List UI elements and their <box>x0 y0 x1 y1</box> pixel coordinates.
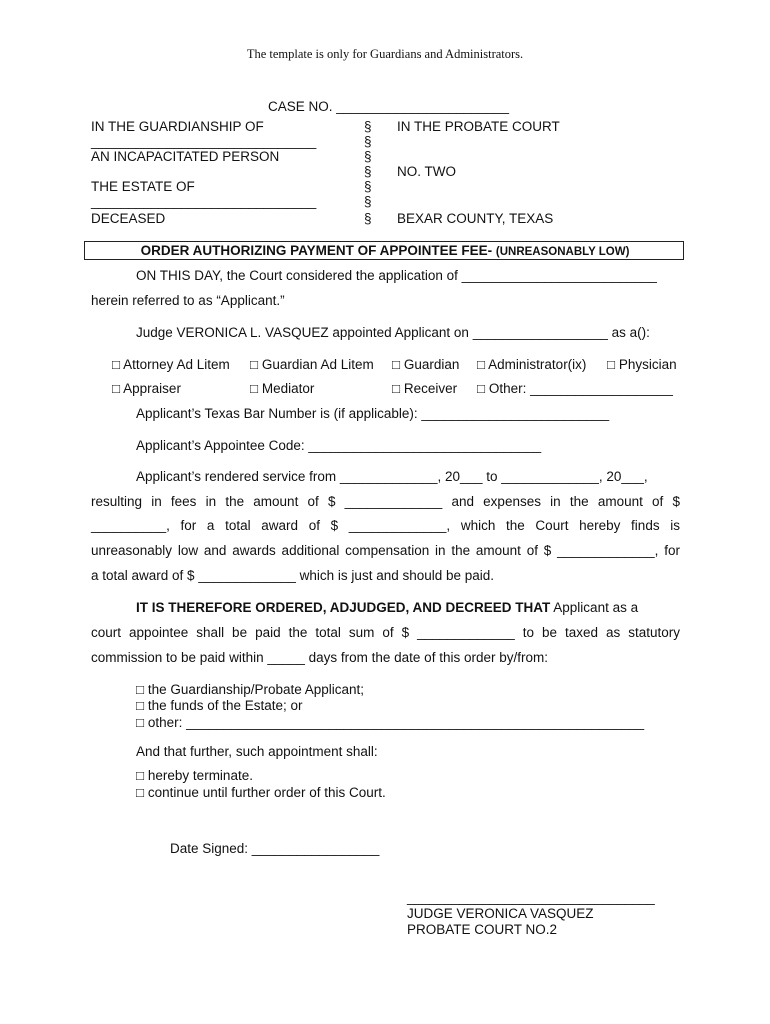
case-number: CASE NO. _______________________ <box>268 99 509 114</box>
role-physician[interactable]: □ Physician <box>607 357 677 372</box>
pay-option-applicant[interactable]: □ the Guardianship/Probate Applicant; <box>136 682 365 697</box>
deceased-label: DECEASED <box>91 211 166 226</box>
role-guardian-ad-litem[interactable]: □ Guardian Ad Litem <box>250 357 374 372</box>
section-symbol: § <box>364 134 372 149</box>
service-dates-line: Applicant’s rendered service from _____________, 20___ to _____________, 20___, <box>136 469 648 484</box>
section-symbol: § <box>364 119 372 134</box>
section-symbol: § <box>364 211 372 226</box>
further-appointment-line: And that further, such appointment shall: <box>136 744 378 759</box>
role-administrator[interactable]: □ Administrator(ix) <box>477 357 587 372</box>
county-label: BEXAR COUNTY, TEXAS <box>397 211 554 226</box>
section-symbol: § <box>364 149 372 164</box>
ordered-decree: IT IS THEREFORE ORDERED, ADJUDGED, AND DECREED THAT <box>136 600 551 615</box>
order-title <box>85 243 685 258</box>
section-symbol: § <box>364 194 372 209</box>
applicant-reference: herein referred to as “Applicant.” <box>91 293 285 308</box>
ordered-rest: Applicant as a <box>550 600 639 615</box>
application-line: ON THIS DAY, the Court considered the application of __________________________ <box>136 268 657 283</box>
role-guardian[interactable]: □ Guardian <box>392 357 460 372</box>
judge-name: JUDGE VERONICA VASQUEZ <box>407 906 594 921</box>
role-other[interactable]: □ Other: ___________________ <box>477 381 673 396</box>
court-name: PROBATE COURT NO.2 <box>407 922 558 937</box>
incapacitated-person-label: AN INCAPACITATED PERSON <box>91 149 280 164</box>
fees-line: __________, for a total award of $ _____________, which the Court hereby finds is <box>91 518 680 533</box>
bar-number-line: Applicant’s Texas Bar Number is (if applicable): _________________________ <box>136 406 610 421</box>
fees-line: unreasonably low and awards additional compensation in the amount of $ _____________, for <box>91 543 680 558</box>
ordered-days-line: commission to be paid within _____ days from the date of this order by/from: <box>91 650 548 665</box>
ordered-sum-line: court appointee shall be paid the total sum of $ _____________ to be taxed as statutory <box>91 625 680 640</box>
appointment-line: Judge VERONICA L. VASQUEZ appointed Applicant on __________________ as a(): <box>136 325 650 340</box>
role-attorney-ad-litem[interactable]: □ Attorney Ad Litem <box>112 357 230 372</box>
signature-line: _________________________________ <box>407 890 655 905</box>
decedent-name-blank: ______________________________ <box>91 194 317 209</box>
pay-option-other[interactable]: □ other: _____________________________________________________________ <box>136 715 645 730</box>
order-title-sub: (UNREASONABLY LOW) <box>495 246 630 258</box>
appointment-option-continue[interactable]: □ continue until further order of this Court. <box>136 785 386 800</box>
probate-court-label: IN THE PROBATE COURT <box>397 119 560 134</box>
fees-line: a total award of $ _____________ which is just and should be paid. <box>91 568 495 583</box>
ordered-line <box>136 600 638 615</box>
pay-option-estate[interactable]: □ the funds of the Estate; or <box>136 698 303 713</box>
role-mediator[interactable]: □ Mediator <box>250 381 315 396</box>
order-title-box <box>84 241 684 260</box>
appointee-code-line: Applicant’s Appointee Code: _______________________________ <box>136 438 542 453</box>
estate-of-label: THE ESTATE OF <box>91 179 195 194</box>
date-signed-line: Date Signed: _________________ <box>170 841 380 856</box>
template-note: The template is only for Guardians and Administrators. <box>246 47 524 61</box>
role-receiver[interactable]: □ Receiver <box>392 381 458 396</box>
fees-line: resulting in fees in the amount of $ _____________ and expenses in the amount of $ <box>91 494 680 509</box>
guardianship-of-label: IN THE GUARDIANSHIP OF <box>91 119 264 134</box>
role-appraiser[interactable]: □ Appraiser <box>112 381 181 396</box>
order-title-main: ORDER AUTHORIZING PAYMENT OF APPOINTEE FEE- <box>140 243 493 258</box>
ward-name-blank: ______________________________ <box>91 134 317 149</box>
section-symbol: § <box>364 164 372 179</box>
section-symbol: § <box>364 179 372 194</box>
appointment-option-terminate[interactable]: □ hereby terminate. <box>136 768 253 783</box>
court-number-label: NO. TWO <box>397 164 456 179</box>
